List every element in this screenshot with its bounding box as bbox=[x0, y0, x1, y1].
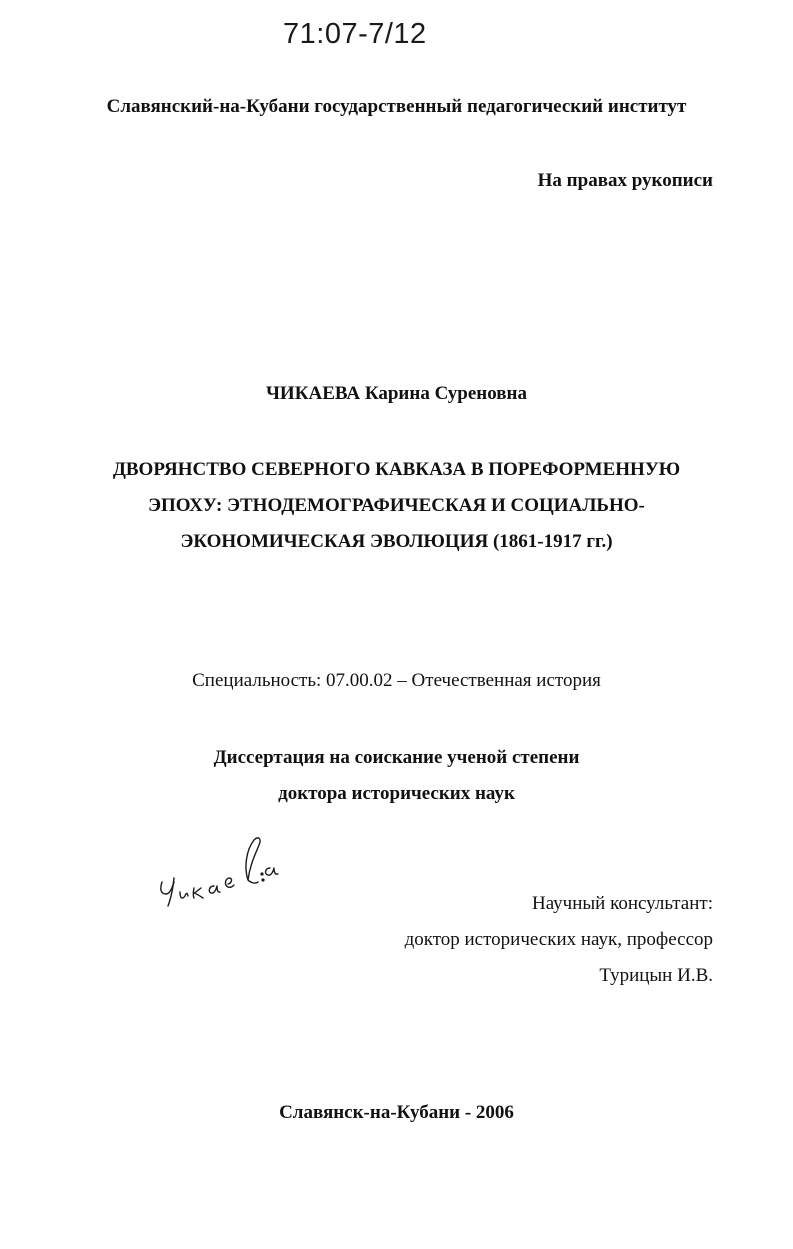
institute-name: Славянский-на-Кубани государственный педагогический институт bbox=[106, 96, 687, 117]
manuscript-rights: На правах рукописи bbox=[537, 170, 713, 191]
title-line: ДВОРЯНСТВО СЕВЕРНОГО КАВКАЗА В ПОРЕФОРМЕННУЮ bbox=[112, 459, 681, 480]
handwritten-signature bbox=[148, 830, 298, 910]
degree-statement bbox=[0, 740, 793, 812]
advisor-degree: доктор исторических наук, профессор bbox=[404, 929, 713, 950]
advisor-label: Научный консультант: bbox=[531, 893, 713, 914]
advisor-name: Турицын И.В. bbox=[599, 965, 713, 986]
title-line: ЭКОНОМИЧЕСКАЯ ЭВОЛЮЦИЯ (1861-1917 гг.) bbox=[180, 531, 613, 552]
specialty: Специальность: 07.00.02 – Отечественная история bbox=[192, 670, 601, 691]
scientific-advisor bbox=[405, 886, 713, 994]
title-line: ЭПОХУ: ЭТНОДЕМОГРАФИЧЕСКАЯ И СОЦИАЛЬНО- bbox=[148, 495, 645, 516]
place-and-year: Славянск-на-Кубани - 2006 bbox=[279, 1102, 514, 1123]
archive-stamp: 71:07-7/12 bbox=[283, 18, 427, 50]
degree-line: Диссертация на соискание ученой степени bbox=[213, 747, 580, 768]
dissertation-title bbox=[0, 452, 793, 560]
author-name: ЧИКАЕВА Карина Суреновна bbox=[265, 383, 527, 404]
degree-line: доктора исторических наук bbox=[278, 783, 515, 804]
